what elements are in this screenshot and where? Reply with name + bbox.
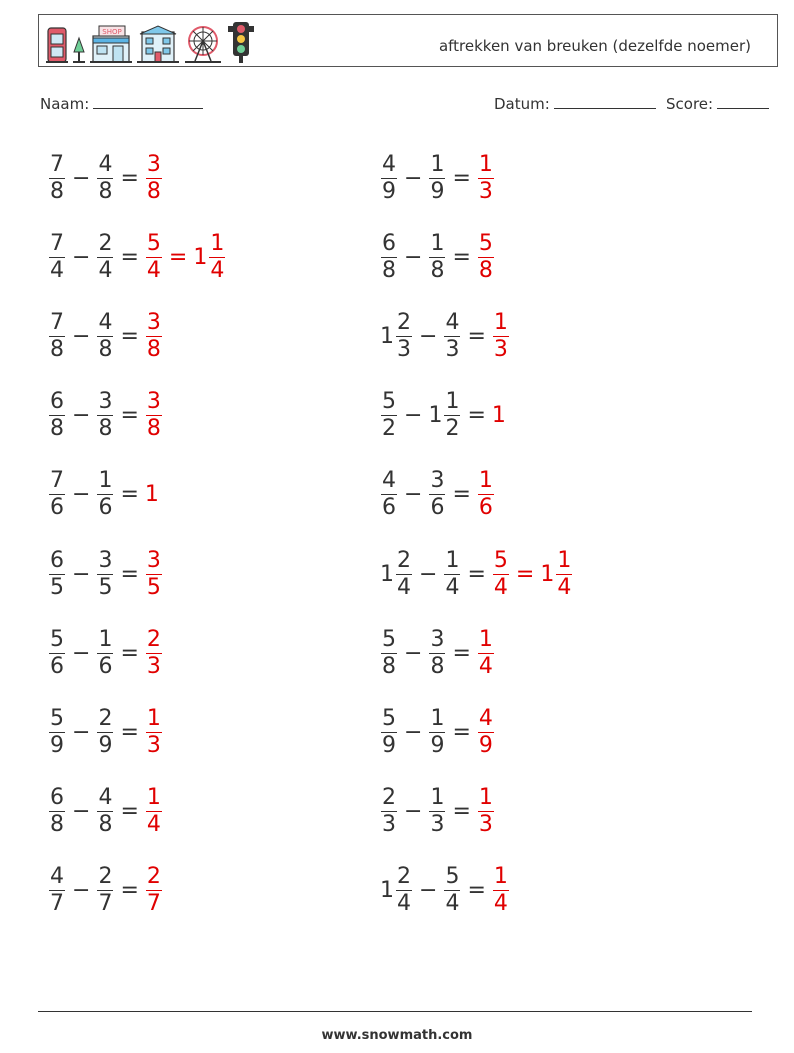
denominator: 3 <box>493 336 508 362</box>
denominator: 4 <box>146 257 161 283</box>
denominator: 9 <box>430 732 445 758</box>
numerator: 3 <box>98 547 113 573</box>
numerator: 4 <box>98 785 113 811</box>
problem-19 <box>48 851 163 931</box>
numerator: 1 <box>98 468 113 494</box>
numerator: 1 <box>493 309 508 335</box>
answer-mixed-fraction <box>556 547 572 600</box>
denominator: 8 <box>98 812 113 838</box>
denominator: 4 <box>210 257 225 283</box>
denominator: 8 <box>382 653 396 679</box>
numerator: 5 <box>146 230 161 256</box>
header-icons <box>45 20 256 64</box>
numerator: 1 <box>557 547 572 573</box>
numerator: 1 <box>478 468 493 494</box>
minus-sign: − <box>419 878 438 904</box>
denominator: 6 <box>50 653 64 679</box>
equals-sign: = <box>120 403 139 429</box>
numerator: 3 <box>146 547 161 573</box>
denominator: 9 <box>478 732 493 758</box>
numerator: 1 <box>493 864 508 890</box>
minus-sign: − <box>72 640 91 666</box>
denominator: 6 <box>430 495 445 521</box>
denominator: 8 <box>50 178 64 204</box>
fraction <box>97 866 113 915</box>
denominator: 3 <box>430 812 445 838</box>
fraction <box>49 151 65 204</box>
answer-fraction <box>146 391 162 440</box>
denominator: 2 <box>382 416 396 442</box>
answer-whole: 1 <box>491 403 506 429</box>
numerator: 1 <box>478 151 493 177</box>
denominator: 8 <box>98 336 113 362</box>
numerator: 1 <box>445 389 460 415</box>
denominator: 9 <box>430 178 445 204</box>
denominator: 4 <box>478 653 493 679</box>
fraction <box>381 151 397 204</box>
score-line[interactable] <box>717 94 769 109</box>
problem-8 <box>380 376 506 456</box>
equals-sign: = <box>120 561 139 587</box>
denominator: 6 <box>382 495 396 521</box>
problem-11 <box>48 534 163 614</box>
answer-fraction <box>478 705 494 758</box>
numerator: 7 <box>50 309 64 335</box>
denominator: 3 <box>382 812 396 838</box>
numerator: 2 <box>397 309 411 335</box>
denominator: 5 <box>50 574 64 600</box>
score-field <box>666 94 769 113</box>
denominator: 8 <box>98 416 113 442</box>
problem-4 <box>380 217 495 297</box>
denominator: 2 <box>445 416 460 442</box>
denominator: 8 <box>50 812 64 838</box>
denominator: 6 <box>478 495 493 521</box>
numerator: 6 <box>50 389 64 415</box>
fraction <box>429 626 445 679</box>
denominator: 6 <box>50 495 64 521</box>
minus-sign: − <box>72 244 91 270</box>
numerator: 3 <box>146 389 161 415</box>
fraction <box>97 470 113 519</box>
denominator: 6 <box>98 653 113 679</box>
denominator: 3 <box>146 732 161 758</box>
denominator: 9 <box>382 732 396 758</box>
minus-sign: − <box>419 561 438 587</box>
equals-sign: = <box>120 878 139 904</box>
answer-fraction <box>493 309 509 362</box>
fraction <box>429 230 445 283</box>
problem-15 <box>48 692 163 772</box>
denominator: 4 <box>445 891 460 917</box>
date-line[interactable] <box>554 94 656 109</box>
answer-equals-sign: = <box>515 561 535 587</box>
equals-sign: = <box>120 323 139 349</box>
equals-sign: = <box>452 799 471 825</box>
equals-sign: = <box>467 323 486 349</box>
equals-sign: = <box>452 244 471 270</box>
answer-fraction <box>493 866 509 915</box>
fraction <box>97 787 113 836</box>
numerator: 7 <box>50 230 64 256</box>
answer-fraction <box>146 151 162 204</box>
denominator: 8 <box>98 178 113 204</box>
numerator: 2 <box>382 785 396 811</box>
answer-mixed-fraction <box>209 230 225 283</box>
numerator: 3 <box>430 468 445 494</box>
minus-sign: − <box>404 403 423 429</box>
fraction <box>49 787 65 836</box>
fraction <box>381 470 397 519</box>
numerator: 1 <box>210 230 225 256</box>
score-label: Score: <box>666 95 714 113</box>
fraction <box>429 705 445 758</box>
answer-fraction <box>146 705 162 758</box>
denominator: 7 <box>98 891 113 917</box>
numerator: 5 <box>50 626 64 652</box>
whole-number: 1 <box>380 323 394 349</box>
numerator: 6 <box>50 785 64 811</box>
answer-whole: 1 <box>144 482 159 508</box>
numerator: 2 <box>146 626 161 652</box>
fraction <box>429 787 445 836</box>
problem-7 <box>48 376 163 456</box>
date-label: Datum: <box>494 95 550 113</box>
svg-text:SHOP: SHOP <box>102 28 122 36</box>
answer-fraction <box>478 470 494 519</box>
minus-sign: − <box>72 719 91 745</box>
denominator: 4 <box>445 574 460 600</box>
numerator: 5 <box>50 705 64 731</box>
denominator: 8 <box>50 336 64 362</box>
minus-sign: − <box>404 482 423 508</box>
fraction <box>444 547 460 600</box>
numerator: 4 <box>445 309 460 335</box>
fraction <box>396 866 412 915</box>
minus-sign: − <box>72 323 91 349</box>
equals-sign: = <box>120 799 139 825</box>
denominator: 5 <box>98 574 113 600</box>
denominator: 4 <box>397 574 411 600</box>
denominator: 4 <box>146 812 161 838</box>
equals-sign: = <box>120 640 139 666</box>
numerator: 6 <box>382 230 396 256</box>
problem-1 <box>48 138 163 218</box>
numerator: 5 <box>478 230 493 256</box>
answer-fraction <box>478 151 494 204</box>
fraction <box>396 547 412 600</box>
minus-sign: − <box>72 165 91 191</box>
equals-sign: = <box>120 482 139 508</box>
numerator: 5 <box>445 864 460 890</box>
numerator: 4 <box>382 468 396 494</box>
numerator: 7 <box>50 468 64 494</box>
fraction <box>97 230 113 283</box>
fraction <box>49 309 65 362</box>
fraction <box>49 230 65 283</box>
answer-fraction <box>493 547 509 600</box>
numerator: 1 <box>146 785 161 811</box>
fraction <box>97 151 113 204</box>
fraction <box>444 309 460 362</box>
fraction <box>381 391 397 440</box>
problem-2 <box>380 138 495 218</box>
fraction <box>49 547 65 600</box>
denominator: 8 <box>146 416 161 442</box>
shop-icon <box>89 24 133 64</box>
fraction <box>429 470 445 519</box>
fraction <box>381 705 397 758</box>
numerator: 5 <box>382 705 396 731</box>
numerator: 1 <box>478 626 493 652</box>
fraction <box>97 705 113 758</box>
problem-10 <box>380 455 495 535</box>
numerator: 2 <box>146 864 161 890</box>
numerator: 2 <box>98 705 113 731</box>
answer-fraction <box>146 787 162 836</box>
numerator: 1 <box>430 705 445 731</box>
numerator: 2 <box>397 547 411 573</box>
equals-sign: = <box>120 244 139 270</box>
answer-fraction <box>478 626 494 679</box>
numerator: 3 <box>98 389 113 415</box>
worksheet-title: aftrekken van breuken (dezelfde noemer) <box>438 37 751 55</box>
minus-sign: − <box>72 799 91 825</box>
denominator: 3 <box>445 336 460 362</box>
denominator: 8 <box>430 653 445 679</box>
minus-sign: − <box>404 165 423 191</box>
answer-equals-sign: = <box>168 244 188 270</box>
denominator: 3 <box>397 336 411 362</box>
denominator: 9 <box>50 732 64 758</box>
footer-url: www.snowmath.com <box>321 1028 473 1043</box>
numerator: 1 <box>430 230 445 256</box>
denominator: 9 <box>98 732 113 758</box>
numerator: 2 <box>397 864 411 890</box>
fraction <box>444 866 460 915</box>
denominator: 4 <box>98 257 113 283</box>
phone-booth-icon <box>45 24 69 64</box>
numerator: 2 <box>98 864 113 890</box>
numerator: 4 <box>98 309 113 335</box>
denominator: 8 <box>146 178 161 204</box>
whole-number: 1 <box>428 403 443 429</box>
problem-12 <box>380 534 573 614</box>
denominator: 7 <box>50 891 64 917</box>
numerator: 1 <box>146 705 161 731</box>
fraction <box>444 391 460 440</box>
fraction <box>97 547 113 600</box>
answer-fraction <box>146 547 162 600</box>
numerator: 5 <box>382 626 396 652</box>
problem-20 <box>380 851 510 931</box>
fraction <box>97 391 113 440</box>
denominator: 4 <box>493 891 508 917</box>
worksheet-header <box>38 14 778 67</box>
answer-fraction <box>146 866 162 915</box>
denominator: 8 <box>478 257 493 283</box>
numerator: 1 <box>478 785 493 811</box>
minus-sign: − <box>419 323 438 349</box>
numerator: 5 <box>493 547 508 573</box>
equals-sign: = <box>467 878 486 904</box>
traffic-light-icon <box>226 20 256 64</box>
problem-17 <box>48 772 163 852</box>
numerator: 2 <box>98 230 113 256</box>
answer-mixed-whole: 1 <box>193 244 208 270</box>
tree-icon <box>72 24 86 64</box>
equals-sign: = <box>120 165 139 191</box>
numerator: 4 <box>98 151 113 177</box>
denominator: 9 <box>382 178 396 204</box>
problem-9 <box>48 455 159 535</box>
numerator: 4 <box>50 864 64 890</box>
equals-sign: = <box>467 403 486 429</box>
minus-sign: − <box>404 244 423 270</box>
numerator: 1 <box>430 785 445 811</box>
problem-18 <box>380 772 495 852</box>
denominator: 8 <box>382 257 396 283</box>
denominator: 3 <box>146 653 161 679</box>
numerator: 4 <box>478 705 493 731</box>
equals-sign: = <box>120 719 139 745</box>
denominator: 3 <box>478 812 493 838</box>
fraction <box>429 151 445 204</box>
minus-sign: − <box>404 640 423 666</box>
minus-sign: − <box>404 799 423 825</box>
numerator: 1 <box>430 151 445 177</box>
whole-number: 1 <box>380 878 394 904</box>
numerator: 3 <box>146 309 161 335</box>
problem-3 <box>48 217 226 297</box>
fraction <box>49 705 65 758</box>
fraction <box>381 787 397 836</box>
fraction <box>381 230 397 283</box>
answer-fraction <box>146 626 162 679</box>
numerator: 1 <box>445 547 460 573</box>
footer-divider <box>38 1011 752 1012</box>
fraction <box>49 470 65 519</box>
fraction <box>396 309 412 362</box>
answer-fraction <box>146 230 162 283</box>
minus-sign: − <box>72 561 91 587</box>
numerator: 7 <box>50 151 64 177</box>
answer-fraction <box>478 787 494 836</box>
equals-sign: = <box>452 719 471 745</box>
minus-sign: − <box>404 719 423 745</box>
denominator: 4 <box>397 891 411 917</box>
apartment-icon <box>136 24 180 64</box>
denominator: 8 <box>430 257 445 283</box>
problem-14 <box>380 613 495 693</box>
minus-sign: − <box>72 878 91 904</box>
answer-mixed-whole: 1 <box>540 561 555 587</box>
problem-13 <box>48 613 163 693</box>
ferris-wheel-icon <box>183 24 223 64</box>
minus-sign: − <box>72 403 91 429</box>
answer-fraction <box>146 309 162 362</box>
equals-sign: = <box>452 165 471 191</box>
fraction <box>381 626 397 679</box>
numerator: 4 <box>382 151 396 177</box>
denominator: 8 <box>146 336 161 362</box>
denominator: 8 <box>50 416 64 442</box>
answer-fraction <box>478 230 494 283</box>
fraction <box>49 391 65 440</box>
fraction <box>97 626 113 679</box>
numerator: 6 <box>50 547 64 573</box>
whole-number: 1 <box>380 561 394 587</box>
equals-sign: = <box>467 561 486 587</box>
date-field <box>494 94 656 113</box>
problem-6 <box>380 296 510 376</box>
denominator: 4 <box>50 257 64 283</box>
numerator: 5 <box>382 389 396 415</box>
fraction <box>97 309 113 362</box>
equals-sign: = <box>452 640 471 666</box>
problem-16 <box>380 692 495 772</box>
denominator: 4 <box>493 574 508 600</box>
fraction <box>49 626 65 679</box>
numerator: 1 <box>98 626 113 652</box>
denominator: 7 <box>146 891 161 917</box>
denominator: 3 <box>478 178 493 204</box>
denominator: 4 <box>557 574 572 600</box>
name-line[interactable] <box>93 94 203 109</box>
denominator: 5 <box>146 574 161 600</box>
equals-sign: = <box>452 482 471 508</box>
denominator: 6 <box>98 495 113 521</box>
name-label: Naam: <box>40 95 90 113</box>
name-field <box>40 94 203 113</box>
minus-sign: − <box>72 482 91 508</box>
fraction <box>49 866 65 915</box>
problem-5 <box>48 296 163 376</box>
numerator: 3 <box>430 626 445 652</box>
numerator: 3 <box>146 151 161 177</box>
